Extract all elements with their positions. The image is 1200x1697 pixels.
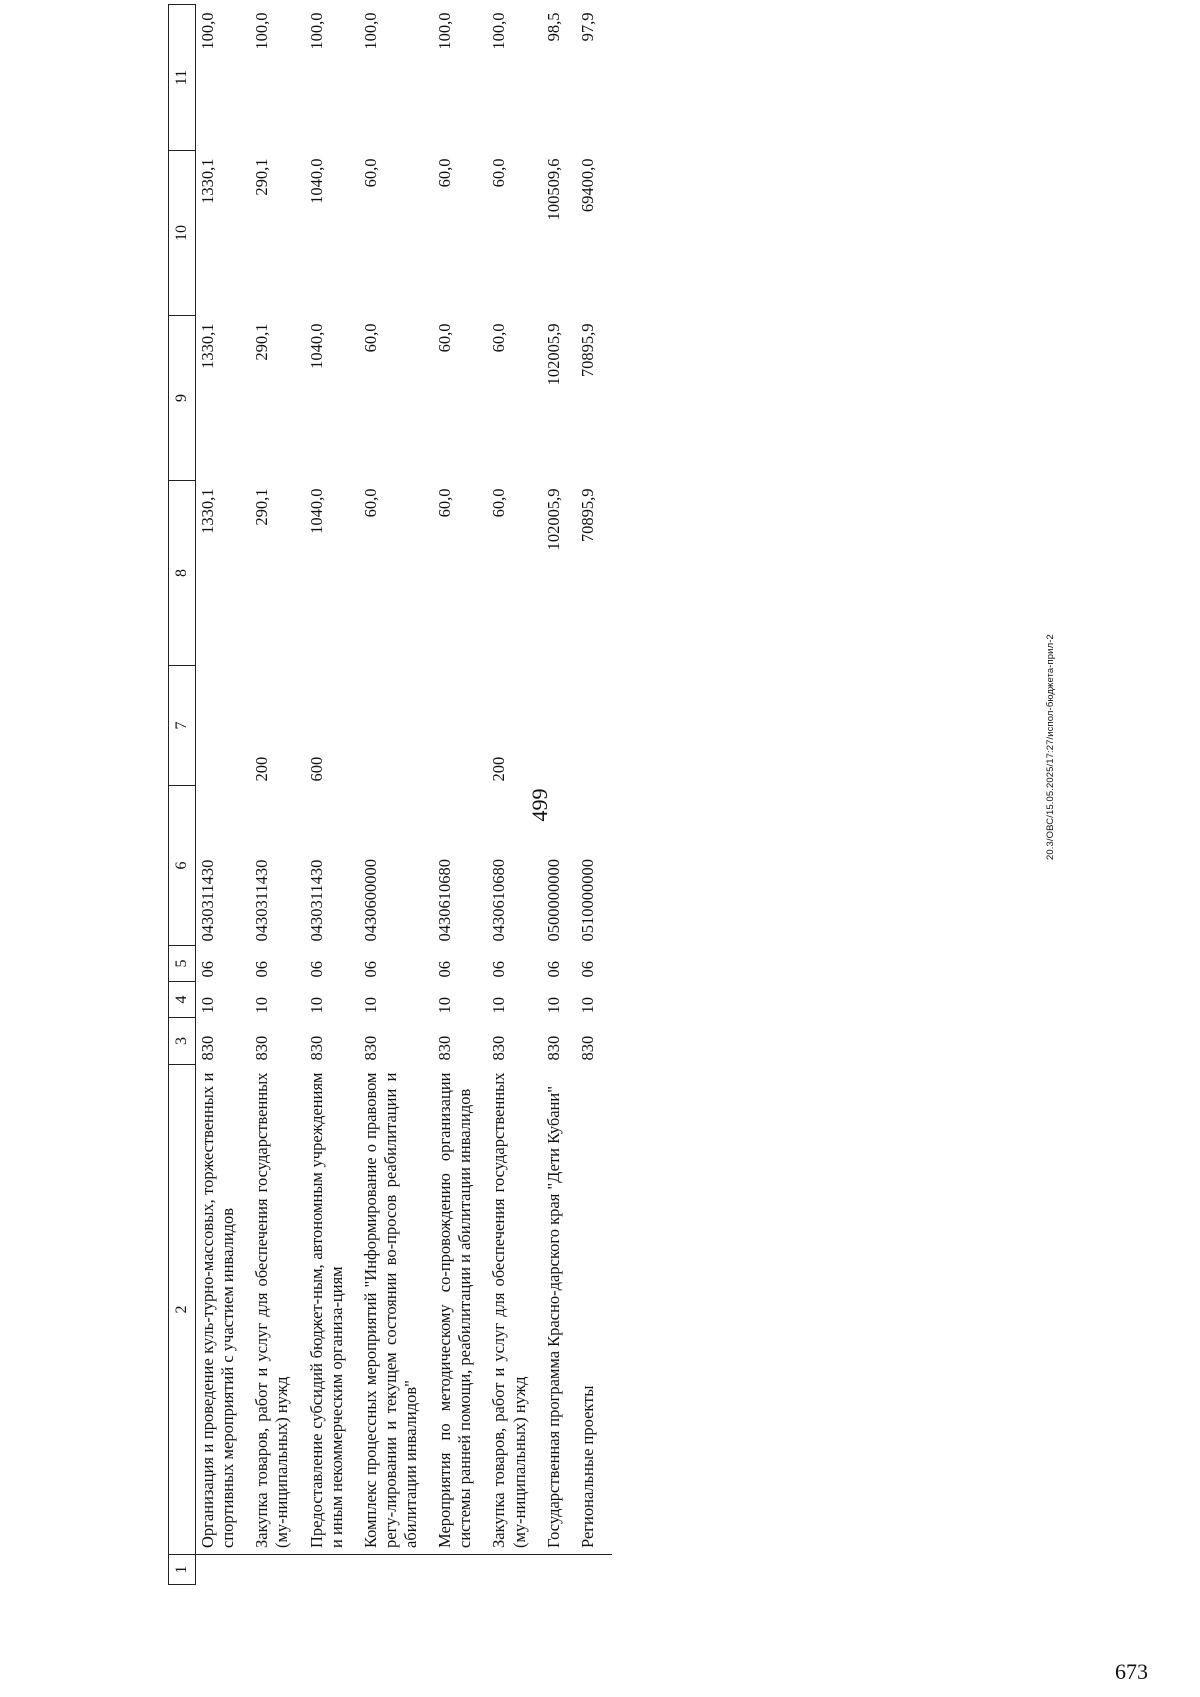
col-header: 4 xyxy=(169,982,196,1018)
cell-col8: 60,0 xyxy=(489,488,509,518)
cell-col11: 97,9 xyxy=(577,12,597,42)
cell-col8: 1330,1 xyxy=(198,488,217,534)
cell-expense-type: 200 xyxy=(252,756,272,782)
cell-description: Региональные проекты xyxy=(577,1385,597,1548)
cell-ministry: 830 xyxy=(360,1035,380,1061)
cell-target-article: 0430311430 xyxy=(306,859,326,942)
cell-description: Организация и проведение куль-турно-массовых, торжественных и спортивных мероприятий с участием инвалидов xyxy=(198,1072,238,1548)
cell-col10: 100509,6 xyxy=(543,158,563,221)
cell-col10: 1330,1 xyxy=(198,158,217,204)
cell-col11: 98,5 xyxy=(543,12,563,42)
col-header: 6 xyxy=(169,786,196,946)
cell-target-article: 0430600000 xyxy=(360,859,380,942)
col-header: 8 xyxy=(169,481,196,666)
col-header: 5 xyxy=(169,946,196,982)
cell-subsection: 06 xyxy=(252,961,272,978)
cell-expense-type xyxy=(361,666,435,786)
table-row xyxy=(252,5,306,1585)
cell-target-article: 0430311430 xyxy=(252,859,272,942)
col-header: 11 xyxy=(169,5,196,151)
cell-subsection: 06 xyxy=(489,961,509,978)
cell-col8: 1040,0 xyxy=(306,488,326,534)
cell-description: Предоставление субсидий бюджет-ным, автономным учреждениям и иным некоммерческим организа-циям xyxy=(306,1072,346,1548)
col-header: 1 xyxy=(169,1555,196,1585)
cell-expense-type: 200 xyxy=(489,756,509,782)
cell-col9: 102005,9 xyxy=(543,323,563,386)
cell-index xyxy=(252,1555,306,1585)
cell-index xyxy=(307,1555,361,1585)
cell-col11: 100,0 xyxy=(198,12,217,50)
cell-col8: 102005,9 xyxy=(543,488,563,551)
cell-subsection: 06 xyxy=(360,961,380,978)
cell-col10: 60,0 xyxy=(489,158,509,188)
budget-sheet xyxy=(168,5,958,1585)
cell-index xyxy=(435,1555,489,1585)
cell-col9: 1040,0 xyxy=(306,323,326,369)
cell-subsection: 06 xyxy=(577,961,597,978)
page-number: 499 xyxy=(527,788,552,822)
cell-target-article: 0430311430 xyxy=(198,859,217,942)
cell-section: 10 xyxy=(435,997,455,1014)
cell-col9: 1330,1 xyxy=(198,323,217,369)
cell-col11: 100,0 xyxy=(306,12,326,50)
table-header-row xyxy=(169,5,196,1585)
cell-section: 10 xyxy=(198,997,217,1014)
cell-col10: 60,0 xyxy=(360,158,380,188)
cell-description: Мероприятия по методическому со-провождению организации системы ранней помощи, реабилитации и абилитации инвалидов xyxy=(435,1072,475,1548)
col-header: 9 xyxy=(169,316,196,481)
cell-col8: 60,0 xyxy=(360,488,380,518)
cell-subsection: 06 xyxy=(306,961,326,978)
cell-col9: 60,0 xyxy=(489,323,509,353)
cell-expense-type xyxy=(435,666,489,786)
footer-stamp: 20.3/ОВС/15.05.2025/17:27/испол-бюджета-прил-2 xyxy=(1045,634,1056,860)
cell-col11: 100,0 xyxy=(252,12,272,50)
cell-col10: 1040,0 xyxy=(306,158,326,204)
cell-ministry: 830 xyxy=(252,1035,272,1061)
table-row xyxy=(307,5,361,1585)
cell-description: Закупка товаров, работ и услуг для обеспечения государственных (му-ниципальных) нужд xyxy=(252,1072,292,1548)
cell-col9: 290,1 xyxy=(252,323,272,361)
cell-ministry: 830 xyxy=(543,1035,563,1061)
col-header: 10 xyxy=(169,151,196,316)
cell-ministry: 830 xyxy=(306,1035,326,1061)
cell-expense-type: 600 xyxy=(306,756,326,782)
cell-col9: 70895,9 xyxy=(577,323,597,378)
cell-col11: 100,0 xyxy=(489,12,509,50)
cell-col11: 100,0 xyxy=(360,12,380,50)
cell-ministry: 830 xyxy=(435,1035,455,1061)
cell-description: Комплекс процессных мероприятий "Информирование о правовом регу-лировании и текущем состоянии во-просов реабилитации и абилитации инвалидов" xyxy=(360,1072,420,1548)
table-row xyxy=(361,5,435,1585)
cell-expense-type xyxy=(578,666,612,786)
sheet-number: 673 xyxy=(1115,1659,1148,1684)
cell-index xyxy=(489,1555,543,1585)
cell-subsection: 06 xyxy=(435,961,455,978)
cell-ministry: 830 xyxy=(577,1035,597,1061)
cell-description: Закупка товаров, работ и услуг для обеспечения государственных (му-ниципальных) нужд xyxy=(489,1072,529,1548)
cell-col8: 60,0 xyxy=(435,488,455,518)
cell-col8: 70895,9 xyxy=(577,488,597,543)
cell-col9: 60,0 xyxy=(435,323,455,353)
table-row xyxy=(196,5,253,1585)
col-header: 3 xyxy=(169,1018,196,1065)
cell-section: 10 xyxy=(360,997,380,1014)
cell-section: 10 xyxy=(252,997,272,1014)
cell-expense-type xyxy=(196,666,253,786)
cell-target-article: 0500000000 xyxy=(543,859,563,942)
cell-section: 10 xyxy=(489,997,509,1014)
cell-section: 10 xyxy=(543,997,563,1014)
cell-description: Государственная программа Красно-дарского края "Дети Кубани" xyxy=(543,1086,563,1548)
budget-table xyxy=(168,4,612,1585)
col-header: 7 xyxy=(169,666,196,786)
cell-col10: 69400,0 xyxy=(577,158,597,213)
cell-index xyxy=(196,1555,253,1585)
cell-subsection: 06 xyxy=(543,961,563,978)
cell-section: 10 xyxy=(577,997,597,1014)
table-row xyxy=(578,5,612,1585)
cell-expense-type xyxy=(544,666,578,786)
table-row xyxy=(544,5,578,1585)
cell-target-article: 0430610680 xyxy=(435,859,455,942)
cell-index xyxy=(361,1555,435,1585)
cell-col9: 60,0 xyxy=(360,323,380,353)
cell-col10: 60,0 xyxy=(435,158,455,188)
cell-col10: 290,1 xyxy=(252,158,272,196)
cell-index xyxy=(578,1555,612,1585)
cell-index xyxy=(544,1555,578,1585)
table-row xyxy=(489,5,543,1585)
cell-target-article: 0510000000 xyxy=(577,859,597,942)
cell-section: 10 xyxy=(306,997,326,1014)
cell-ministry: 830 xyxy=(198,1035,217,1061)
cell-target-article: 0430610680 xyxy=(489,859,509,942)
table-row xyxy=(435,5,489,1585)
col-header: 2 xyxy=(169,1065,196,1555)
cell-col8: 290,1 xyxy=(252,488,272,526)
cell-subsection: 06 xyxy=(198,961,217,978)
cell-col11: 100,0 xyxy=(435,12,455,50)
cell-ministry: 830 xyxy=(489,1035,509,1061)
